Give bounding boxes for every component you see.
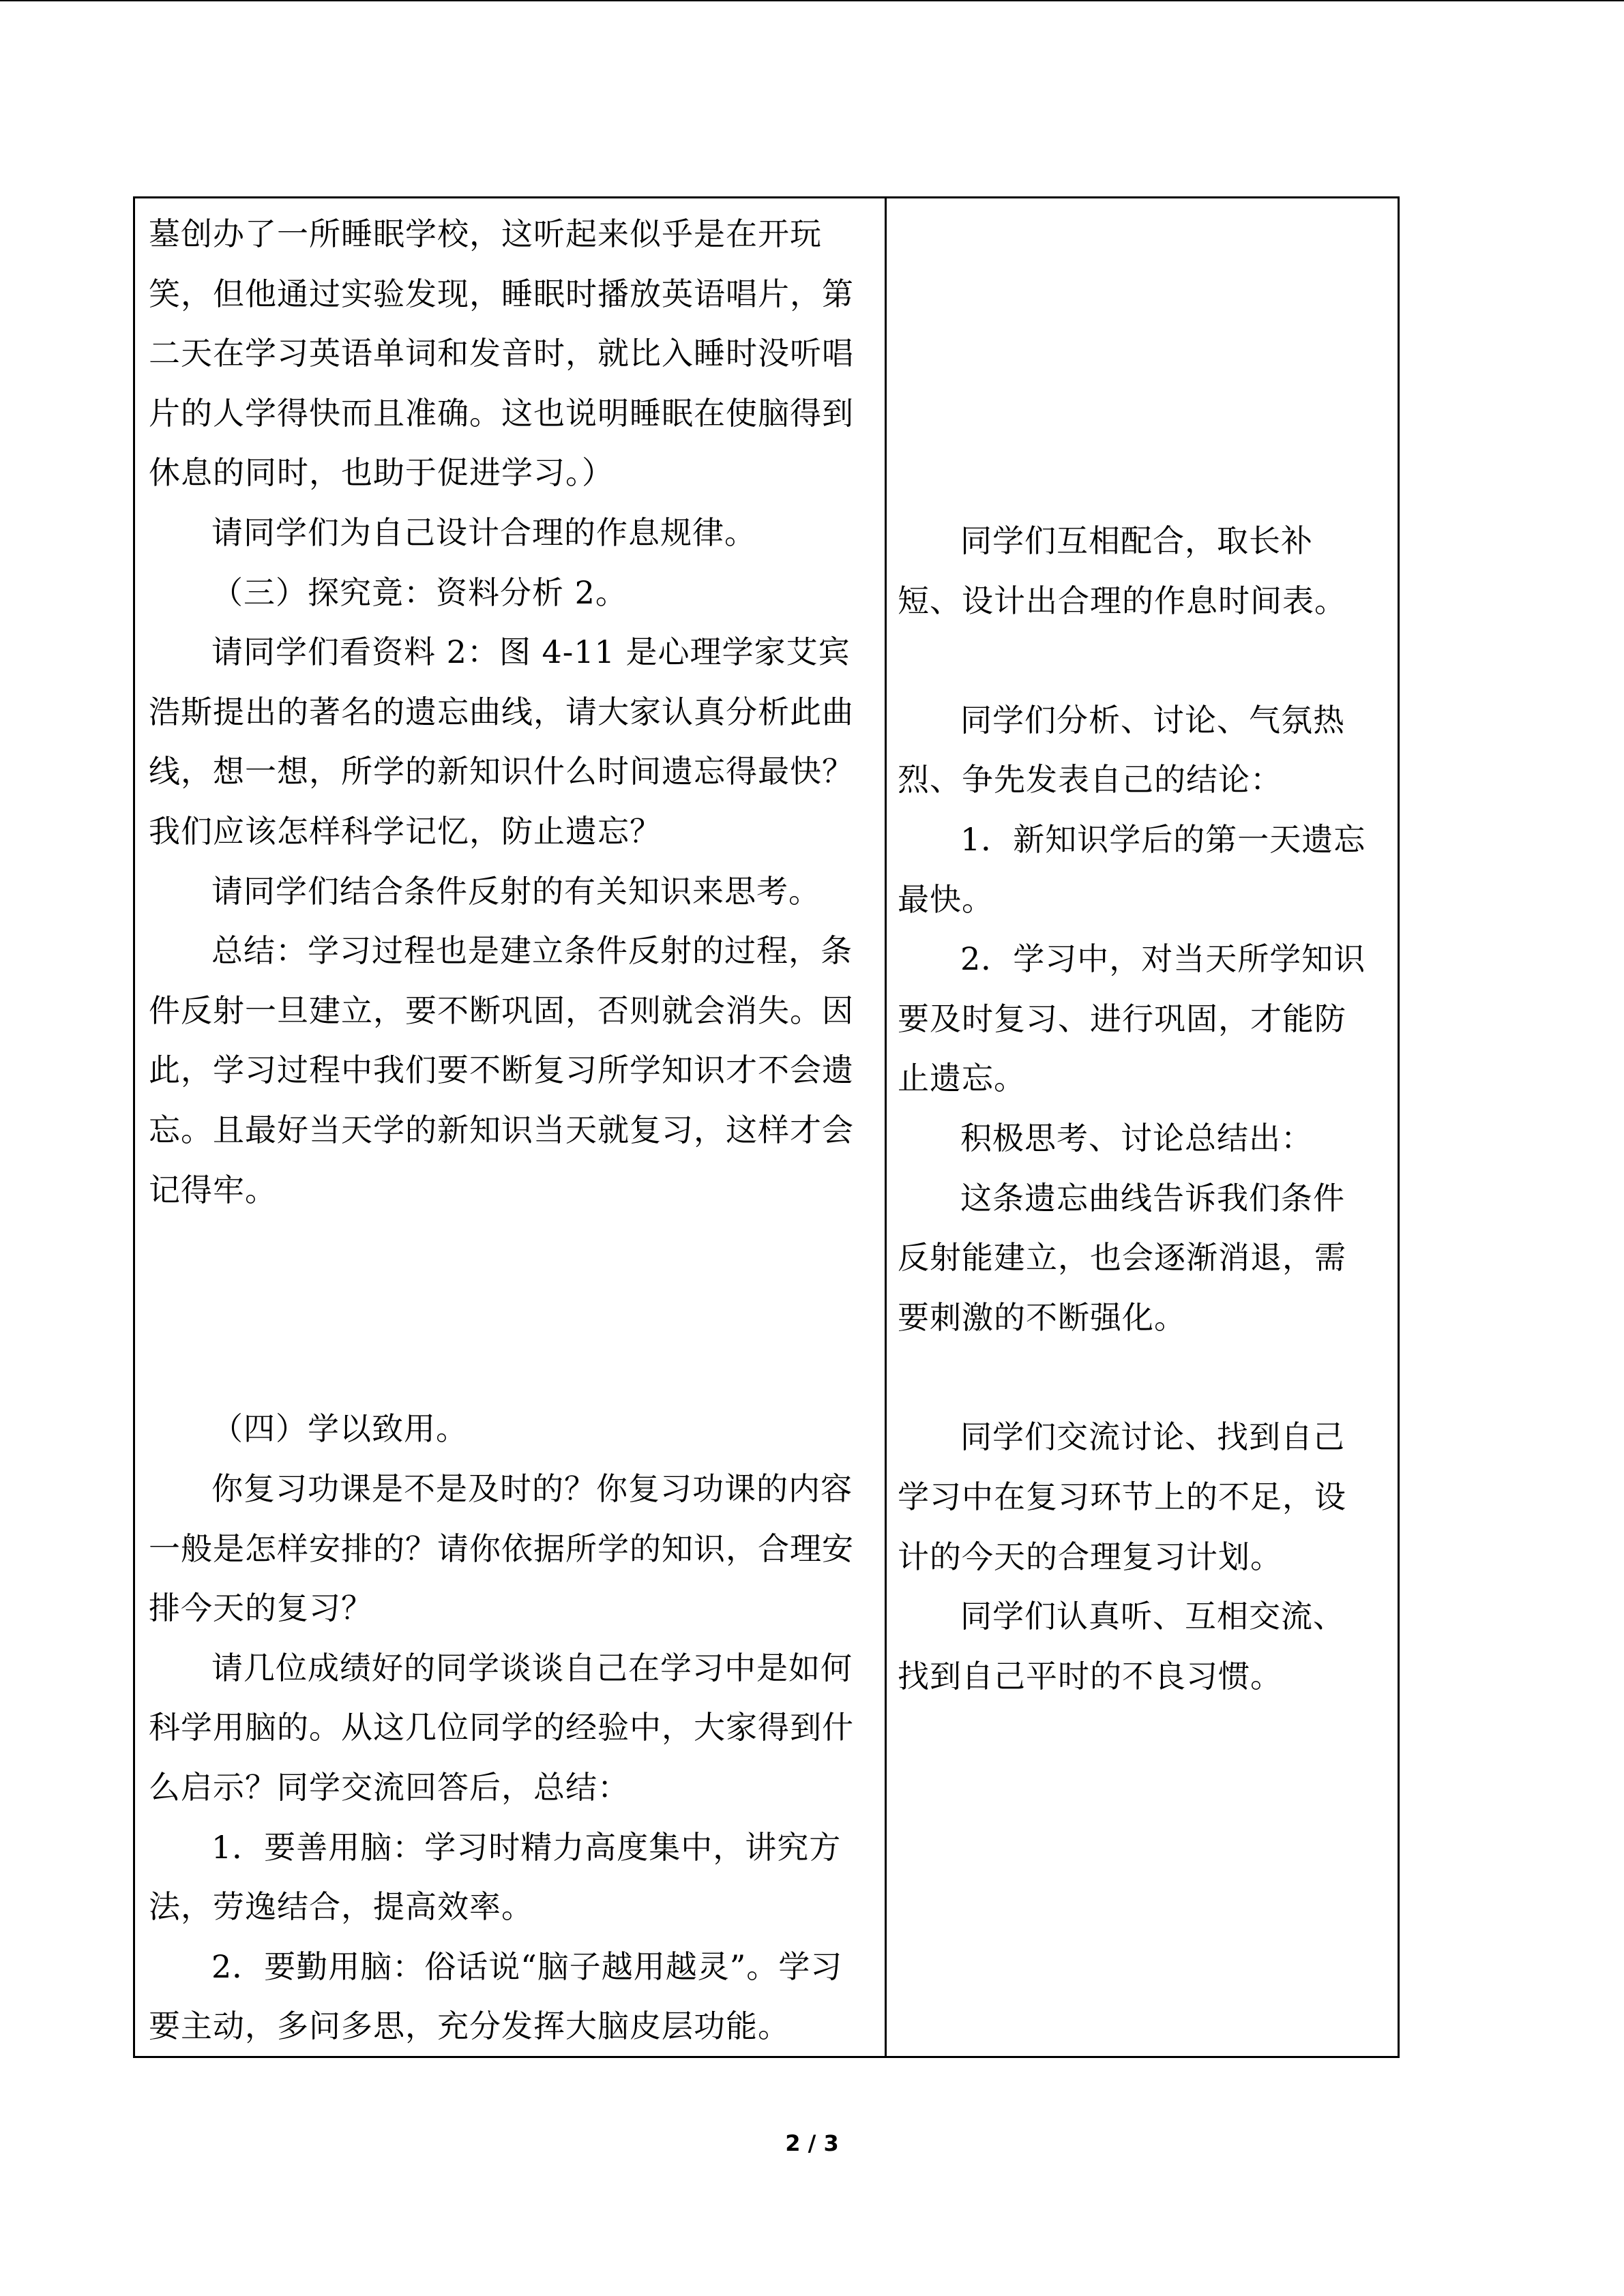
text-line: 反射能建立，也会逐渐消退，需 xyxy=(898,1239,1346,1276)
text-line: 同学们认真听、互相交流、 xyxy=(960,1598,1345,1635)
text-line: 科学用脑的。从这几位同学的经验中，大家得到什 xyxy=(149,1709,854,1746)
text-line: 请同学们看资料 2：图 4-11 是心理学家艾宾 xyxy=(211,633,851,670)
text-line: 请同学们结合条件反射的有关知识来思考。 xyxy=(211,873,821,910)
text-line: 一般是怎样安排的？请你依据所学的知识，合理安 xyxy=(149,1530,854,1567)
text-line: 法，劳逸结合，提高效率。 xyxy=(149,1888,533,1925)
section-heading: （三）探究竟：资料分析 2。 xyxy=(211,574,628,611)
text-line: 同学们交流讨论、找到自己 xyxy=(960,1418,1345,1455)
text-line: 最快。 xyxy=(898,881,994,918)
text-line: 这条遗忘曲线告诉我们条件 xyxy=(960,1180,1345,1217)
text-line: 请几位成绩好的同学谈谈自己在学习中是如何 xyxy=(211,1650,853,1686)
text-line: 要及时复习、进行巩固，才能防 xyxy=(898,1000,1346,1037)
text-line: 你复习功课是不是及时的？你复习功课的内容 xyxy=(211,1470,853,1507)
text-line: 二天在学习英语单词和发音时，就比入睡时没听唱 xyxy=(149,335,854,372)
text-line: 排今天的复习？ xyxy=(149,1590,373,1626)
text-line: 找到自己平时的不良习惯。 xyxy=(898,1658,1282,1695)
text-line: 请同学们为自己设计合理的作息规律。 xyxy=(211,514,756,551)
text-line: 线，想一想，所学的新知识什么时间遗忘得最快？ xyxy=(149,753,854,790)
text-line: 积极思考、讨论总结出： xyxy=(960,1120,1313,1157)
column-divider xyxy=(885,198,887,2056)
text-line: 1．要善用脑：学习时精力高度集中，讲究方 xyxy=(211,1829,842,1866)
text-line: 墓创办了一所睡眠学校，这听起来似乎是在开玩 xyxy=(149,215,822,252)
text-line: 止遗忘。 xyxy=(898,1060,1026,1097)
text-line: 2．学习中，对当天所学知识 xyxy=(960,940,1366,977)
section-heading: （四）学以致用。 xyxy=(211,1410,468,1447)
text-line: 同学们互相配合，取长补 xyxy=(960,522,1313,559)
text-line: 2．要勤用脑：俗话说“脑子越用越灵”。学习 xyxy=(211,1948,843,1985)
top-border-line xyxy=(0,0,1624,1)
text-line: 片的人学得快而且准确。这也说明睡眠在使脑得到 xyxy=(149,395,854,432)
text-line: 我们应该怎样科学记忆，防止遗忘？ xyxy=(149,813,662,850)
text-line: 短、设计出合理的作息时间表。 xyxy=(898,582,1346,619)
text-line: 件反射一旦建立，要不断巩固，否则就会消失。因 xyxy=(149,992,854,1029)
text-line: 同学们分析、讨论、气氛热 xyxy=(960,702,1345,739)
text-line: 休息的同时，也助于促进学习。） xyxy=(149,454,614,491)
text-line: 么启示？同学交流回答后，总结： xyxy=(149,1769,630,1806)
text-line: 此，学习过程中我们要不断复习所学知识才不会遗 xyxy=(149,1052,854,1088)
text-line: 总结：学习过程也是建立条件反射的过程，条 xyxy=(211,932,853,969)
text-line: 笑，但他通过实验发现，睡眠时播放英语唱片，第 xyxy=(149,275,854,312)
lesson-table xyxy=(133,196,1400,2058)
page-number: 2 / 3 xyxy=(785,2130,839,2156)
text-line: 记得牢。 xyxy=(149,1172,277,1208)
text-line: 学习中在复习环节上的不足，设 xyxy=(898,1478,1346,1515)
text-line: 烈、争先发表自己的结论： xyxy=(898,761,1282,798)
text-line: 要刺激的不断强化。 xyxy=(898,1299,1186,1336)
text-line: 浩斯提出的著名的遗忘曲线，请大家认真分析此曲 xyxy=(149,694,854,730)
text-line: 1．新知识学后的第一天遗忘 xyxy=(960,821,1366,858)
text-line: 计的今天的合理复习计划。 xyxy=(898,1538,1282,1575)
text-line: 忘。且最好当天学的新知识当天就复习，这样才会 xyxy=(149,1112,854,1148)
text-line: 要主动，多问多思，充分发挥大脑皮层功能。 xyxy=(149,2008,790,2044)
